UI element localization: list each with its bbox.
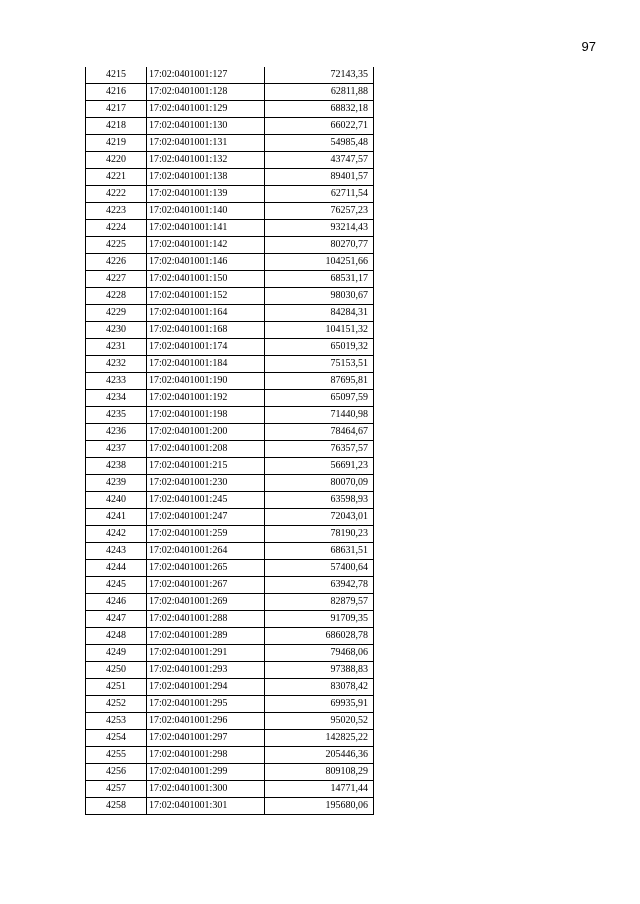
value-cell: 95020,52: [265, 713, 374, 730]
cadastral-number-cell: 17:02:0401001:184: [147, 356, 265, 373]
table-row: [86, 84, 374, 101]
cadastral-number-cell: 17:02:0401001:168: [147, 322, 265, 339]
cadastral-number-cell: 17:02:0401001:131: [147, 135, 265, 152]
table-row: [86, 407, 374, 424]
cadastral-number-cell: 17:02:0401001:164: [147, 305, 265, 322]
table-body: [86, 67, 374, 815]
table-row: [86, 390, 374, 407]
row-number-cell: 4226: [86, 254, 147, 271]
row-number-cell: 4220: [86, 152, 147, 169]
value-cell: 72043,01: [265, 509, 374, 526]
value-cell: 69935,91: [265, 696, 374, 713]
row-number-cell: 4257: [86, 781, 147, 798]
table-row: [86, 271, 374, 288]
row-number-cell: 4256: [86, 764, 147, 781]
table-row: [86, 645, 374, 662]
table-row: [86, 152, 374, 169]
cadastral-number-cell: 17:02:0401001:141: [147, 220, 265, 237]
table-row: [86, 169, 374, 186]
value-cell: 72143,35: [265, 67, 374, 84]
cadastral-number-cell: 17:02:0401001:129: [147, 101, 265, 118]
value-cell: 89401,57: [265, 169, 374, 186]
value-cell: 97388,83: [265, 662, 374, 679]
value-cell: 82879,57: [265, 594, 374, 611]
row-number-cell: 4244: [86, 560, 147, 577]
table-row: [86, 373, 374, 390]
value-cell: 78464,67: [265, 424, 374, 441]
row-number-cell: 4243: [86, 543, 147, 560]
cadastral-number-cell: 17:02:0401001:192: [147, 390, 265, 407]
value-cell: 68832,18: [265, 101, 374, 118]
cadastral-number-cell: 17:02:0401001:139: [147, 186, 265, 203]
row-number-cell: 4258: [86, 798, 147, 815]
row-number-cell: 4238: [86, 458, 147, 475]
row-number-cell: 4239: [86, 475, 147, 492]
value-cell: 63598,93: [265, 492, 374, 509]
cadastral-number-cell: 17:02:0401001:265: [147, 560, 265, 577]
row-number-cell: 4231: [86, 339, 147, 356]
table-row: [86, 237, 374, 254]
row-number-cell: 4222: [86, 186, 147, 203]
table-row: [86, 254, 374, 271]
cadastral-number-cell: 17:02:0401001:152: [147, 288, 265, 305]
table-row: [86, 628, 374, 645]
cadastral-number-cell: 17:02:0401001:289: [147, 628, 265, 645]
cadastral-number-cell: 17:02:0401001:247: [147, 509, 265, 526]
value-cell: 83078,42: [265, 679, 374, 696]
row-number-cell: 4216: [86, 84, 147, 101]
row-number-cell: 4251: [86, 679, 147, 696]
table-row: [86, 356, 374, 373]
row-number-cell: 4254: [86, 730, 147, 747]
cadastral-number-cell: 17:02:0401001:130: [147, 118, 265, 135]
value-cell: 65097,59: [265, 390, 374, 407]
table-row: [86, 203, 374, 220]
value-cell: 84284,31: [265, 305, 374, 322]
value-cell: 43747,57: [265, 152, 374, 169]
value-cell: 75153,51: [265, 356, 374, 373]
cadastral-number-cell: 17:02:0401001:190: [147, 373, 265, 390]
value-cell: 142825,22: [265, 730, 374, 747]
cadastral-number-cell: 17:02:0401001:146: [147, 254, 265, 271]
data-table: [85, 67, 374, 815]
row-number-cell: 4230: [86, 322, 147, 339]
value-cell: 78190,23: [265, 526, 374, 543]
value-cell: 809108,29: [265, 764, 374, 781]
table-row: [86, 424, 374, 441]
cadastral-number-cell: 17:02:0401001:245: [147, 492, 265, 509]
cadastral-number-cell: 17:02:0401001:138: [147, 169, 265, 186]
value-cell: 80070,09: [265, 475, 374, 492]
table-row: [86, 611, 374, 628]
cadastral-number-cell: 17:02:0401001:198: [147, 407, 265, 424]
value-cell: 65019,32: [265, 339, 374, 356]
row-number-cell: 4246: [86, 594, 147, 611]
row-number-cell: 4240: [86, 492, 147, 509]
table-row: [86, 781, 374, 798]
row-number-cell: 4215: [86, 67, 147, 84]
cadastral-number-cell: 17:02:0401001:132: [147, 152, 265, 169]
value-cell: 87695,81: [265, 373, 374, 390]
table-row: [86, 441, 374, 458]
row-number-cell: 4218: [86, 118, 147, 135]
table-row: [86, 526, 374, 543]
cadastral-number-cell: 17:02:0401001:142: [147, 237, 265, 254]
value-cell: 104251,66: [265, 254, 374, 271]
table-row: [86, 339, 374, 356]
table-row: [86, 458, 374, 475]
value-cell: 205446,36: [265, 747, 374, 764]
table-row: [86, 101, 374, 118]
row-number-cell: 4227: [86, 271, 147, 288]
cadastral-number-cell: 17:02:0401001:127: [147, 67, 265, 84]
table-row: [86, 764, 374, 781]
row-number-cell: 4219: [86, 135, 147, 152]
cadastral-number-cell: 17:02:0401001:140: [147, 203, 265, 220]
table-row: [86, 492, 374, 509]
cadastral-number-cell: 17:02:0401001:298: [147, 747, 265, 764]
row-number-cell: 4248: [86, 628, 147, 645]
cadastral-number-cell: 17:02:0401001:291: [147, 645, 265, 662]
table-row: [86, 713, 374, 730]
row-number-cell: 4253: [86, 713, 147, 730]
row-number-cell: 4224: [86, 220, 147, 237]
table-row: [86, 135, 374, 152]
table-row: [86, 322, 374, 339]
cadastral-number-cell: 17:02:0401001:200: [147, 424, 265, 441]
table-row: [86, 696, 374, 713]
row-number-cell: 4217: [86, 101, 147, 118]
table-row: [86, 220, 374, 237]
value-cell: 54985,48: [265, 135, 374, 152]
table-row: [86, 305, 374, 322]
data-table-container: [85, 67, 374, 815]
cadastral-number-cell: 17:02:0401001:264: [147, 543, 265, 560]
row-number-cell: 4223: [86, 203, 147, 220]
value-cell: 76257,23: [265, 203, 374, 220]
table-row: [86, 747, 374, 764]
page-number: 97: [581, 39, 596, 54]
cadastral-number-cell: 17:02:0401001:269: [147, 594, 265, 611]
value-cell: 79468,06: [265, 645, 374, 662]
cadastral-number-cell: 17:02:0401001:208: [147, 441, 265, 458]
value-cell: 62811,88: [265, 84, 374, 101]
table-row: [86, 543, 374, 560]
cadastral-number-cell: 17:02:0401001:295: [147, 696, 265, 713]
cadastral-number-cell: 17:02:0401001:267: [147, 577, 265, 594]
value-cell: 57400,64: [265, 560, 374, 577]
cadastral-number-cell: 17:02:0401001:301: [147, 798, 265, 815]
cadastral-number-cell: 17:02:0401001:299: [147, 764, 265, 781]
value-cell: 68531,17: [265, 271, 374, 288]
table-row: [86, 118, 374, 135]
cadastral-number-cell: 17:02:0401001:150: [147, 271, 265, 288]
table-row: [86, 67, 374, 84]
cadastral-number-cell: 17:02:0401001:294: [147, 679, 265, 696]
row-number-cell: 4229: [86, 305, 147, 322]
row-number-cell: 4221: [86, 169, 147, 186]
table-row: [86, 560, 374, 577]
table-row: [86, 509, 374, 526]
value-cell: 104151,32: [265, 322, 374, 339]
cadastral-number-cell: 17:02:0401001:174: [147, 339, 265, 356]
table-row: [86, 594, 374, 611]
value-cell: 686028,78: [265, 628, 374, 645]
cadastral-number-cell: 17:02:0401001:230: [147, 475, 265, 492]
value-cell: 80270,77: [265, 237, 374, 254]
value-cell: 91709,35: [265, 611, 374, 628]
value-cell: 62711,54: [265, 186, 374, 203]
table-row: [86, 798, 374, 815]
value-cell: 195680,06: [265, 798, 374, 815]
value-cell: 98030,67: [265, 288, 374, 305]
value-cell: 71440,98: [265, 407, 374, 424]
value-cell: 56691,23: [265, 458, 374, 475]
cadastral-number-cell: 17:02:0401001:293: [147, 662, 265, 679]
row-number-cell: 4228: [86, 288, 147, 305]
row-number-cell: 4242: [86, 526, 147, 543]
cadastral-number-cell: 17:02:0401001:300: [147, 781, 265, 798]
row-number-cell: 4235: [86, 407, 147, 424]
row-number-cell: 4255: [86, 747, 147, 764]
value-cell: 66022,71: [265, 118, 374, 135]
row-number-cell: 4232: [86, 356, 147, 373]
row-number-cell: 4236: [86, 424, 147, 441]
row-number-cell: 4247: [86, 611, 147, 628]
table-row: [86, 186, 374, 203]
row-number-cell: 4234: [86, 390, 147, 407]
row-number-cell: 4249: [86, 645, 147, 662]
cadastral-number-cell: 17:02:0401001:128: [147, 84, 265, 101]
value-cell: 68631,51: [265, 543, 374, 560]
table-row: [86, 679, 374, 696]
row-number-cell: 4245: [86, 577, 147, 594]
row-number-cell: 4241: [86, 509, 147, 526]
cadastral-number-cell: 17:02:0401001:288: [147, 611, 265, 628]
row-number-cell: 4250: [86, 662, 147, 679]
cadastral-number-cell: 17:02:0401001:215: [147, 458, 265, 475]
cadastral-number-cell: 17:02:0401001:296: [147, 713, 265, 730]
cadastral-number-cell: 17:02:0401001:297: [147, 730, 265, 747]
row-number-cell: 4233: [86, 373, 147, 390]
table-row: [86, 577, 374, 594]
value-cell: 14771,44: [265, 781, 374, 798]
table-row: [86, 475, 374, 492]
value-cell: 63942,78: [265, 577, 374, 594]
cadastral-number-cell: 17:02:0401001:259: [147, 526, 265, 543]
value-cell: 93214,43: [265, 220, 374, 237]
row-number-cell: 4252: [86, 696, 147, 713]
value-cell: 76357,57: [265, 441, 374, 458]
table-row: [86, 662, 374, 679]
table-row: [86, 288, 374, 305]
table-row: [86, 730, 374, 747]
row-number-cell: 4237: [86, 441, 147, 458]
row-number-cell: 4225: [86, 237, 147, 254]
